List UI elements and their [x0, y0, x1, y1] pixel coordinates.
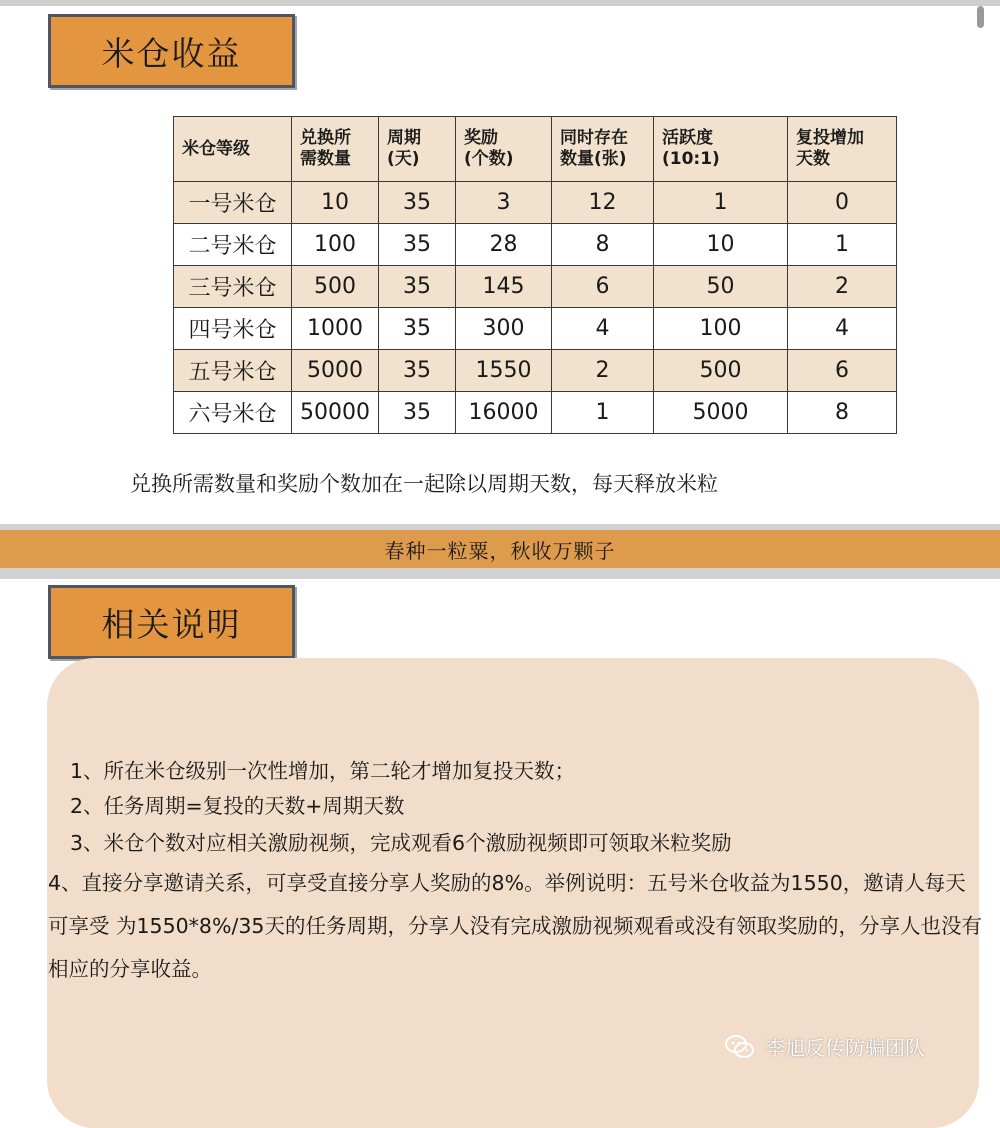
description-item: 1、所在米仓级别一次性增加，第二轮才增加复投天数；: [70, 759, 576, 783]
table-cell: 35: [379, 224, 456, 266]
table-header-row: [174, 117, 897, 182]
section-title-rice-warehouse-earnings: [48, 14, 295, 88]
table-cell: 50000: [292, 392, 379, 434]
table-cell: 10: [654, 224, 788, 266]
table-row: [174, 350, 897, 392]
header-cell-activity: 活跃度 (10:1): [654, 117, 788, 182]
table-cell: 100: [654, 308, 788, 350]
table-cell: 28: [456, 224, 552, 266]
table-cell: 10: [292, 182, 379, 224]
slogan-banner: [0, 530, 1000, 568]
table-cell: 1550: [456, 350, 552, 392]
section-title-text: 相关说明: [101, 604, 242, 644]
rice-warehouse-table: [173, 116, 897, 434]
table-cell: 1000: [292, 308, 379, 350]
table-cell: 8: [788, 392, 897, 434]
slogan-text: 春种一粒粟，秋收万颗子: [384, 538, 616, 563]
header-cell-cycle: 周期 (天): [379, 117, 456, 182]
table-cell: 500: [654, 350, 788, 392]
scrollbar-thumb[interactable]: [977, 6, 984, 28]
table-cell: 六号米仓: [174, 392, 292, 434]
header-cell-concurrent-count: 同时存在 数量(张): [552, 117, 654, 182]
watermark-text: 李旭反传防骗团队: [765, 1036, 925, 1060]
table-cell: 35: [379, 182, 456, 224]
table-cell: 1: [552, 392, 654, 434]
table-cell: 8: [552, 224, 654, 266]
description-item: 4、直接分享邀请关系，可享受直接分享人奖励的8%。举例说明：五号米仓收益为1550，邀请人每天可享受 为1550*8%/35天的任务周期，分享人没有完成激励视频观看或没有领取奖励的，分享人也没有相应的分享收益。: [48, 871, 982, 981]
table-cell: 5000: [654, 392, 788, 434]
watermark: [725, 1032, 925, 1061]
table-cell: 2: [552, 350, 654, 392]
section-title-text: 米仓收益: [101, 33, 242, 73]
section-title-related-notes: [48, 585, 295, 659]
header-cell-reinvest-days: 复投增加 天数: [788, 117, 897, 182]
table-cell: 三号米仓: [174, 266, 292, 308]
table-cell: 6: [788, 350, 897, 392]
table-cell: 145: [456, 266, 552, 308]
wechat-icon: [725, 1034, 755, 1060]
table-cell: 1: [788, 224, 897, 266]
table-cell: 100: [292, 224, 379, 266]
table-cell: 5000: [292, 350, 379, 392]
description-item: 3、米仓个数对应相关激励视频，完成观看6个激励视频即可领取米粒奖励: [70, 831, 732, 855]
table-cell: 4: [552, 308, 654, 350]
table-cell: 300: [456, 308, 552, 350]
table-cell: 二号米仓: [174, 224, 292, 266]
release-formula-note: 兑换所需数量和奖励个数加在一起除以周期天数，每天释放米粒: [130, 472, 718, 496]
table-row: [174, 308, 897, 350]
table-cell: 3: [456, 182, 552, 224]
table-row: [174, 392, 897, 434]
table-cell: 6: [552, 266, 654, 308]
header-cell-reward: 奖励 (个数): [456, 117, 552, 182]
table-cell: 四号米仓: [174, 308, 292, 350]
table-cell: 12: [552, 182, 654, 224]
table-row: [174, 182, 897, 224]
table-cell: 35: [379, 308, 456, 350]
description-item: 2、任务周期=复投的天数+周期天数: [70, 794, 405, 818]
table-cell: 500: [292, 266, 379, 308]
table-cell: 五号米仓: [174, 350, 292, 392]
table-row: [174, 224, 897, 266]
table-cell: 0: [788, 182, 897, 224]
table-cell: 35: [379, 350, 456, 392]
header-cell-exchange-amount: 兑换所 需数量: [292, 117, 379, 182]
table-cell: 35: [379, 266, 456, 308]
table-cell: 4: [788, 308, 897, 350]
table-cell: 50: [654, 266, 788, 308]
table-cell: 35: [379, 392, 456, 434]
table-cell: 1: [654, 182, 788, 224]
table-row: [174, 266, 897, 308]
table-cell: 一号米仓: [174, 182, 292, 224]
table-cell: 16000: [456, 392, 552, 434]
table-cell: 2: [788, 266, 897, 308]
top-divider: [0, 0, 1000, 6]
header-cell-level: 米仓等级: [174, 117, 292, 182]
